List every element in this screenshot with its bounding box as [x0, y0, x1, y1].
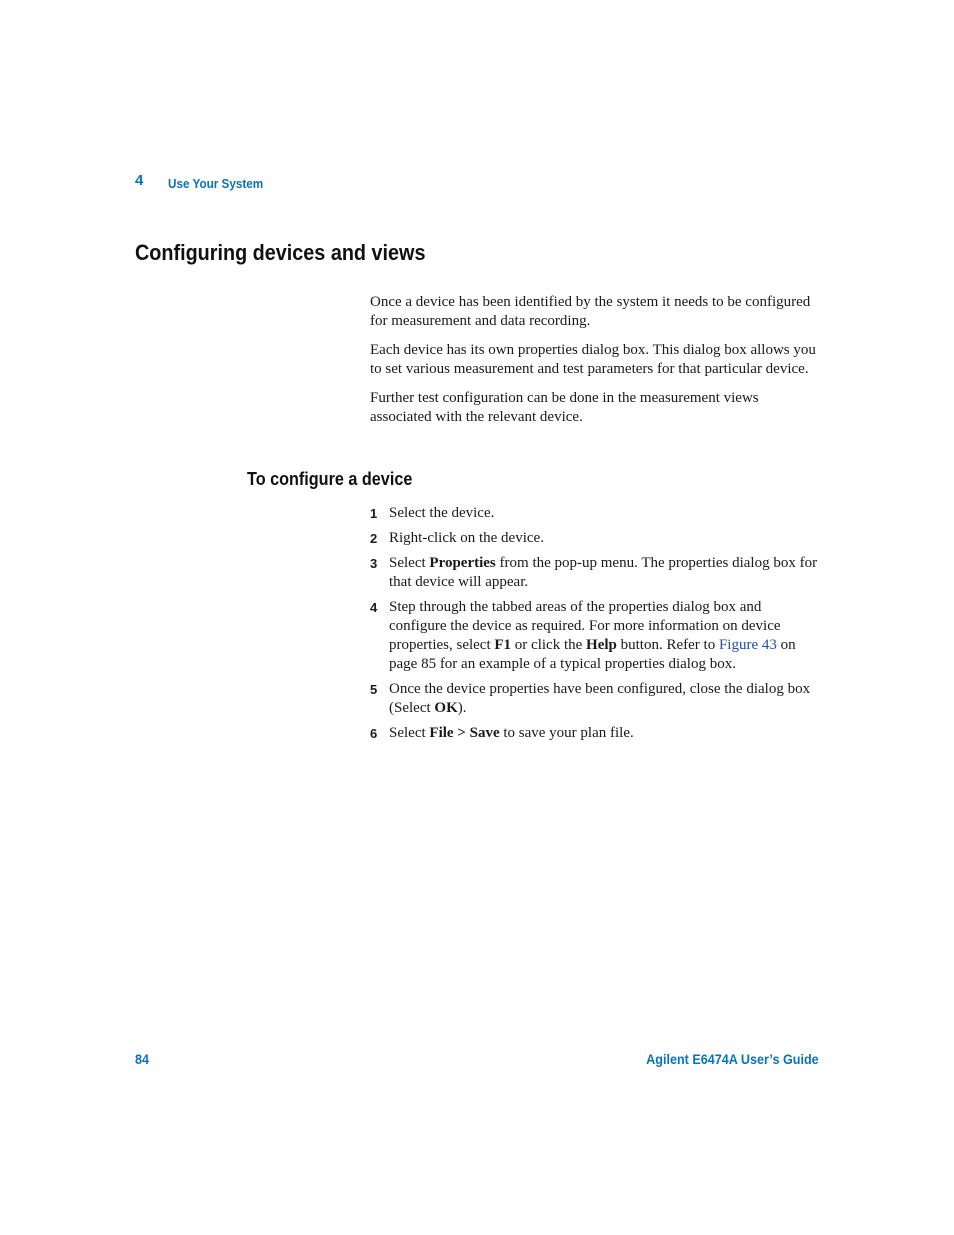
step-text: Select the device. — [389, 505, 495, 521]
chapter-number: 4 — [135, 172, 144, 189]
procedure-steps — [370, 504, 822, 749]
step-number: 4 — [370, 600, 378, 615]
step-number: 6 — [370, 726, 378, 741]
step-item — [370, 598, 822, 674]
step-text: from the pop-up menu. The properties dialog box for that device will appear. — [389, 555, 818, 590]
step-item — [370, 724, 822, 743]
step-text: Select — [389, 555, 430, 571]
guide-title: Agilent E6474A User’s Guide — [646, 1051, 819, 1067]
step-text: to save your plan file. — [499, 725, 634, 741]
chapter-title: Use Your System — [168, 176, 264, 191]
subsection-heading: To configure a device — [247, 469, 413, 489]
step-item — [370, 529, 822, 548]
step-item — [370, 504, 822, 523]
button-name: Help — [586, 637, 617, 653]
step-text: Once the device properties have been configured, close the dialog box (Select — [389, 681, 811, 716]
menu-item-name: Properties — [429, 555, 496, 571]
step-text: or click the — [511, 637, 587, 653]
page-number: 84 — [135, 1051, 150, 1067]
menu-path: File > Save — [429, 725, 500, 741]
paragraph: Further test configuration can be done in the measurement views associated with the relevant device. — [370, 390, 759, 425]
figure-link[interactable]: Figure 43 — [718, 637, 777, 653]
button-name: OK — [434, 700, 458, 716]
step-text: Step through the tabbed areas of the properties dialog box and configure the device as required. For more information on device properties, select — [389, 599, 781, 653]
step-item — [370, 680, 822, 718]
step-item — [370, 554, 822, 592]
step-number: 2 — [370, 531, 378, 546]
step-number: 3 — [370, 556, 378, 571]
step-text: button. Refer to — [616, 637, 719, 653]
intro-text — [370, 293, 820, 437]
step-number: 1 — [370, 506, 378, 521]
step-text: on page 85 for an example of a typical properties dialog box. — [389, 637, 796, 672]
step-text: Right-click on the device. — [389, 530, 544, 546]
paragraph: Once a device has been identified by the system it needs to be configured for measurement and data recording. — [370, 294, 811, 329]
step-text: Select — [389, 725, 430, 741]
key-name: F1 — [494, 637, 512, 653]
paragraph: Each device has its own properties dialog box. This dialog box allows you to set various measurement and test parameters for that particular device. — [370, 342, 816, 377]
step-text: ). — [457, 700, 467, 716]
section-heading: Configuring devices and views — [135, 240, 426, 265]
step-number: 5 — [370, 682, 378, 697]
